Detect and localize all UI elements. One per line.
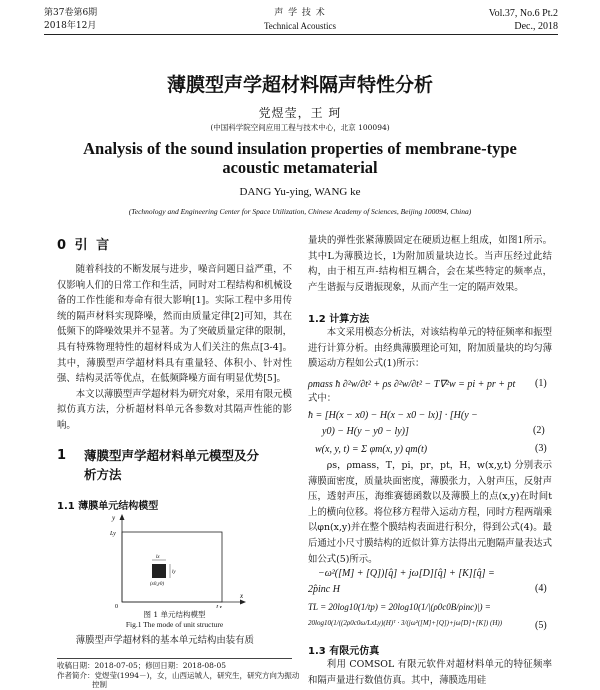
mass-lx-label: lx: [156, 555, 160, 560]
mass-block: [152, 564, 166, 578]
mass-ly-label: ly: [172, 570, 176, 575]
equation-2-line1: ħ = [H(x − x0) − H(x − x0 − lx)] · [H(y −: [308, 410, 478, 421]
intro-paragraph-1: 随着科技的不断发展与进步，噪音问题日益严重，不仅影响人们的日常工作和生活，同时对工程结构和机械设备的工作性能和寿命有很大影响[1]。实际工程中多用传统的隔声材料实现降噪，然而由质量定律[2]可知，其在低频下的降噪效果并不显著。为了突破质量定律的限制，具有特殊物理特性的超材料成为人们关注的焦点[3-4]。其中，薄膜型声学超材料具有重量轻、体积小、针对性强、结构灵活等优点，在低频降噪方面有明显优势[5]。: [57, 264, 292, 385]
equation-5-line1: TL = 20log10(1/tp) = 20log10(1/|(ρ0c0B/ρinc)|) =: [308, 602, 491, 612]
subsection-1-3-heading: 1.3 有限元仿真: [308, 646, 380, 657]
subsection-1-2-heading: 1.2 计算方法: [308, 314, 370, 325]
equation-4-line1: −ω²([M] + [Q])[q̂] + jω[D][q̂] + [K][q̂] =: [318, 568, 495, 579]
subsection-1-1-heading: 1.1 薄膜单元结构模型: [57, 501, 159, 512]
y-axis-label: y: [112, 514, 116, 522]
fem-paragraph: 利用 COMSOL 有限元软件对超材料单元的特征频率和隔声量进行数值仿真。其中，薄膜选用硅: [308, 659, 552, 686]
right-text-top: [308, 233, 552, 295]
after-figure-paragraph: 薄膜型声学超材料的基本单元结构由装有质: [75, 635, 254, 646]
ly-axis-label: Ly: [110, 531, 116, 537]
header-date-cn: 2018年12月: [44, 21, 97, 31]
x-axis-arrow: [240, 600, 246, 605]
membrane-frame: [122, 532, 222, 602]
section-1-number: 1: [57, 448, 67, 463]
equation-5-number: (5): [535, 620, 547, 631]
affiliation-en: (Technology and Engineering Center for Space Utilization, Chinese Academy of Sciences, Beijing 100094, China): [128, 207, 472, 216]
mass-position-label: (x0,y0): [150, 582, 165, 587]
after-figure-text: [57, 633, 292, 649]
authors-en: DANG Yu-ying, WANG ke: [239, 186, 361, 198]
header-volume-en: Vol.37, No.6 Pt.2: [488, 8, 558, 19]
affiliation-cn: (中国科学院空间应用工程与技术中心，北京 100094): [210, 123, 390, 132]
x-axis-label: x: [240, 592, 244, 600]
equation-5-line2: 20log10(1/((2ρ0c0ω/LxLy)(H)ᵀ · 3/(jω²([M]+[Q])+jω[D]+[K]) (H)): [308, 619, 503, 627]
equation-1: ρmass ħ ∂²w/∂t² + ρs ∂²w/∂t² − T∇²w = pi + pr + pt: [308, 379, 516, 390]
where-label: 式中：: [308, 393, 337, 404]
title-en-line1: Analysis of the sound insulation properties of membrane-type: [83, 139, 517, 158]
fem-text: [308, 657, 552, 688]
section-0-heading: 0 引 言: [57, 238, 112, 253]
section-1-title-line2: 析方法: [84, 467, 122, 482]
section-1-title-line1: 薄膜型声学超材料单元模型及分: [84, 448, 260, 463]
header-rule: [44, 34, 558, 35]
footnote-received: 收稿日期：2018-07-05；修回日期：2018-08-05: [57, 661, 226, 670]
authors-cn: 党煜莹，王 珂: [258, 106, 342, 120]
equation-2-line2: y0) − H(y − y0 − ly)]: [322, 426, 409, 437]
footnote-author-line1: 作者简介：党煜莹(1994－)，女，山西运城人，研究生，研究方向为振动: [57, 671, 300, 680]
equation-1-number: (1): [535, 378, 547, 389]
method-text: [308, 325, 552, 372]
intro-text: [57, 262, 292, 434]
equation-3-number: (3): [535, 443, 547, 454]
title-cn: 薄膜型声学超材料隔声特性分析: [166, 74, 433, 96]
variables-paragraph: ρs，ρmass，T，pi，pr，pt，H，w(x,y,t) 分别表示薄膜面密度，质量块面密度，薄膜张力，入射声压，反射声压，透射声压，海维赛德函数以及薄膜上的点(x,y)在时间t上的横向位移。将位移方程带入运动方程，同时方程两端乘以φn(x,y)并在整个膜结构表面进行积分，得到公式(4)。最后通过小尺寸膜结构的近似计算方法得出元胞隔声量表达式如公式(5)所示。: [308, 460, 552, 565]
method-paragraph: 本文采用模态分析法，对该结构单元的特征频率和振型进行计算分析。由经典薄膜理论可知，附加质量块的均匀薄膜运动方程如公式(1)所示：: [308, 327, 552, 370]
header-volume-cn: 第37卷第6期: [44, 8, 98, 18]
equation-4-line2: 2p̂inc H: [308, 584, 340, 595]
equation-3: w(x, y, t) = Σ φm(x, y) qm(t): [315, 444, 428, 455]
header-journal-en: Technical Acoustics: [263, 21, 337, 31]
figure-caption-cn: 图 1 单元结构模型: [143, 610, 206, 619]
variables-text: [308, 458, 552, 567]
lx-axis-label: Lx: [216, 605, 222, 608]
equation-2-number: (2): [533, 425, 545, 436]
header-date-en: Dec., 2018: [514, 21, 558, 32]
unit-structure-figure: [100, 512, 250, 608]
y-axis-arrow: [120, 514, 125, 520]
figure-caption-en: Fig.1 The mode of unit structure: [125, 620, 224, 629]
equation-4-number: (4): [535, 583, 547, 594]
paragraph-continued: 量块的弹性张紧薄膜固定在硬质边框上组成，如图1所示。其中L为薄膜边长，l为附加质量块边长。当声压经过此结构，由于相互声-结构相互耦合，会在某些特定的频率点，产生谐振与反谐振现象，从而产生一定的隔声效果。: [308, 235, 552, 293]
intro-paragraph-2: 本文以薄膜型声学超材料为研究对象，采用有限元模拟仿真方法，分析超材料单元各参数对其隔声性能的影响。: [57, 388, 292, 431]
origin-label: 0: [115, 604, 118, 608]
footnote-rule: [57, 658, 292, 659]
header-journal-cn: 声 学 技 术: [274, 8, 326, 18]
footnote-author-line2: 控制: [92, 680, 107, 689]
title-en-line2: acoustic metamaterial: [222, 158, 378, 177]
